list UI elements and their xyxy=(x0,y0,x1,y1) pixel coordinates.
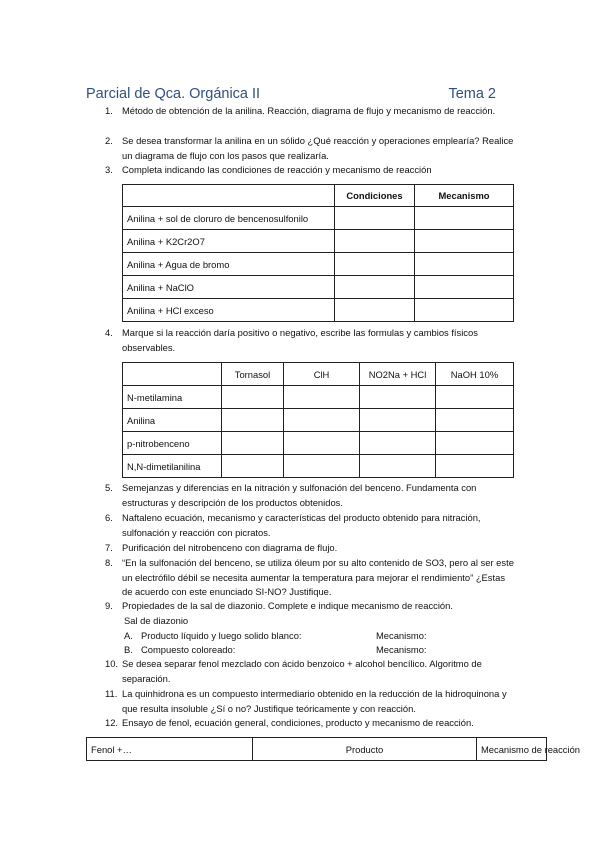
question-number: 12. xyxy=(105,717,119,728)
answer-cell[interactable] xyxy=(436,409,514,432)
exam-header xyxy=(86,86,496,102)
question-5 xyxy=(105,481,515,510)
answer-cell[interactable] xyxy=(335,207,415,230)
row-label: Anilina + HCl exceso xyxy=(123,299,335,322)
table-row xyxy=(123,386,514,409)
row-label: Anilina + K2Cr2O7 xyxy=(123,230,335,253)
table-header-cell xyxy=(123,363,222,386)
question-text: Naftaleno ecuación, mecanismo y características del producto obtenido para nitración, sulfonación y reacción con picratos. xyxy=(122,512,481,538)
answer-cell[interactable] xyxy=(415,299,514,322)
row-label: N,N-dimetilanilina xyxy=(123,455,222,478)
question-number: 5. xyxy=(105,482,113,493)
table-header-cell: NO2Na + HCl xyxy=(360,363,436,386)
table-header-cell: Producto xyxy=(253,738,477,761)
question-text: La quinhidrona es un compuesto intermediario obtenido en la reducción de la hidroquinona y que resulta insoluble ¿Sí o no? Justifique teóricamente y con reacción. xyxy=(122,688,507,714)
answer-cell[interactable] xyxy=(436,455,514,478)
question-number: 4. xyxy=(105,327,113,338)
q9-item-b-letter: B. xyxy=(124,644,133,655)
question-number: 8. xyxy=(105,557,113,568)
question-text: Se desea transformar la anilina en un sólido ¿Qué reacción y operaciones emplearía? Realice un diagrama de flujo con los pasos que realizaría. xyxy=(122,135,514,161)
table-row xyxy=(123,253,514,276)
row-label: Anilina + Agua de bromo xyxy=(123,253,335,276)
row-label: Anilina + sol de cloruro de bencenosulfonilo xyxy=(123,207,335,230)
question-number: 2. xyxy=(105,135,113,146)
answer-cell[interactable] xyxy=(335,299,415,322)
exam-topic: Tema 2 xyxy=(448,86,496,102)
answer-cell[interactable] xyxy=(360,386,436,409)
answer-cell[interactable] xyxy=(360,432,436,455)
question-8 xyxy=(105,556,515,600)
question-number: 9. xyxy=(105,600,113,611)
question-text: Marque si la reacción daría positivo o negativo, escribe las formulas y cambios físicos observables. xyxy=(122,327,478,353)
q9-item-b-text: Compuesto coloreado: xyxy=(141,644,236,655)
q9-item-a-letter: A. xyxy=(124,630,133,641)
answer-cell[interactable] xyxy=(436,386,514,409)
table-row xyxy=(123,455,514,478)
answer-cell[interactable] xyxy=(335,276,415,299)
answer-cell[interactable] xyxy=(360,409,436,432)
q9-item-b-mechanism: Mecanismo: xyxy=(376,644,427,655)
question-text: “En la sulfonación del benceno, se utiliza óleum por su alto contenido de SO3, pero al ser este un electrófilo débil se necesita aumentar la temperatura para mejorar el rendimiento” ¿Estas de acuerdo con este enunciado SI-NO? Justifique. xyxy=(122,557,514,598)
table-header-cell: ClH xyxy=(284,363,360,386)
answer-cell[interactable] xyxy=(222,409,284,432)
answer-cell[interactable] xyxy=(222,386,284,409)
answer-cell[interactable] xyxy=(415,207,514,230)
table-header-row xyxy=(123,185,514,207)
question-number: 3. xyxy=(105,164,113,175)
answer-cell[interactable] xyxy=(360,455,436,478)
question-10 xyxy=(105,657,515,686)
table-row xyxy=(123,230,514,253)
question-text: Se desea separar fenol mezclado con ácido benzoico + alcohol bencílico. Algoritmo de separación. xyxy=(122,658,482,684)
question-12 xyxy=(105,716,515,731)
table-header-row xyxy=(123,363,514,386)
question-3 xyxy=(105,163,515,178)
row-label: Anilina + NaClO xyxy=(123,276,335,299)
table-reagent-tests xyxy=(122,362,514,478)
row-label: Anilina xyxy=(123,409,222,432)
question-4 xyxy=(105,326,515,355)
question-number: 7. xyxy=(105,542,113,553)
table-header-cell: Mecanismo xyxy=(415,185,514,207)
table-phenol-test xyxy=(86,737,581,761)
table-header-cell: Fenol +… xyxy=(87,738,253,761)
table-header-cell: Condiciones xyxy=(335,185,415,207)
table-row xyxy=(123,276,514,299)
question-text: Ensayo de fenol, ecuación general, condiciones, producto y mecanismo de reacción. xyxy=(122,717,474,728)
table-header-cell: Mecanismo de reacción xyxy=(477,738,547,761)
exam-title: Parcial de Qca. Orgánica II xyxy=(86,86,261,102)
table-aniline-reactions xyxy=(122,184,514,322)
question-6 xyxy=(105,511,515,540)
table-header-cell: Tornasol xyxy=(222,363,284,386)
answer-cell[interactable] xyxy=(415,253,514,276)
answer-cell[interactable] xyxy=(335,253,415,276)
question-text: Semejanzas y diferencias en la nitración y sulfonación del benceno. Fundamenta con estructuras y descripción de los productos obtenidos. xyxy=(122,482,477,508)
question-text: Método de obtención de la anilina. Reacción, diagrama de flujo y mecanismo de reacción. xyxy=(122,105,496,116)
question-9 xyxy=(105,599,515,614)
answer-cell[interactable] xyxy=(415,230,514,253)
question-number: 1. xyxy=(105,105,113,116)
row-label: p-nitrobenceno xyxy=(123,432,222,455)
table-header-cell xyxy=(123,185,335,207)
table-row xyxy=(123,409,514,432)
q9-item-a-mechanism: Mecanismo: xyxy=(376,630,427,641)
q9-subheading: Sal de diazonio xyxy=(124,615,189,626)
answer-cell[interactable] xyxy=(222,455,284,478)
answer-cell[interactable] xyxy=(222,432,284,455)
table-row xyxy=(123,299,514,322)
table-header-row xyxy=(87,738,547,761)
answer-cell[interactable] xyxy=(284,409,360,432)
table-row xyxy=(123,207,514,230)
table-row xyxy=(123,432,514,455)
answer-cell[interactable] xyxy=(284,455,360,478)
answer-cell[interactable] xyxy=(415,276,514,299)
answer-cell[interactable] xyxy=(284,386,360,409)
answer-cell[interactable] xyxy=(284,432,360,455)
table-header-cell: NaOH 10% xyxy=(436,363,514,386)
question-number: 6. xyxy=(105,512,113,523)
question-11 xyxy=(105,687,515,716)
question-7 xyxy=(105,541,515,556)
question-1 xyxy=(105,104,515,119)
question-text: Propiedades de la sal de diazonio. Complete e indique mecanismo de reacción. xyxy=(122,600,453,611)
row-label: N-metilamina xyxy=(123,386,222,409)
question-number: 10. xyxy=(105,658,119,669)
question-text: Purificación del nitrobenceno con diagrama de flujo. xyxy=(122,542,338,553)
question-number: 11. xyxy=(105,688,118,699)
answer-cell[interactable] xyxy=(335,230,415,253)
q9-item-a-text: Producto líquido y luego solido blanco: xyxy=(141,630,302,641)
question-text: Completa indicando las condiciones de reacción y mecanismo de reacción xyxy=(122,164,432,175)
question-2 xyxy=(105,134,515,163)
answer-cell[interactable] xyxy=(436,432,514,455)
